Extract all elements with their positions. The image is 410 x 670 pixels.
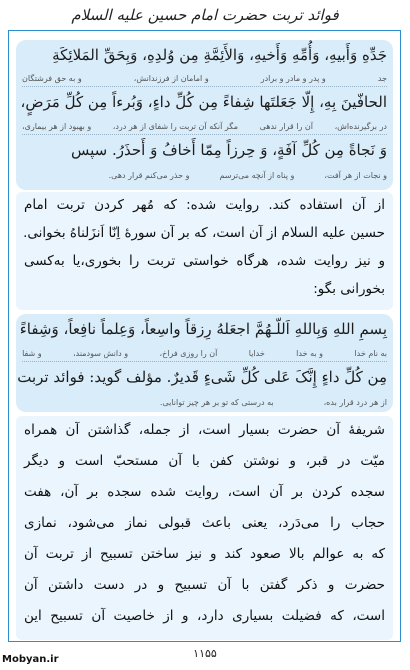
translation-line — [22, 74, 387, 83]
translation-word: مگر آنکه آن تربت را شفای از هر درد، — [112, 122, 239, 131]
text-line: از آن استفاده کند. روایت شده: که مُهر کردن تربت امام — [24, 197, 385, 213]
text-line: حضرت و ذکر گفتن با آن تسبیح و در دست داشتن آن — [24, 577, 385, 593]
text-line: شریفهٔ آن حضرت بسیار است، از جمله، گذاشتن آن همراه — [24, 422, 385, 438]
translation-word: و پدر و مادر و برادر — [260, 74, 326, 83]
translation-word: و شفا — [22, 349, 42, 358]
divider — [22, 134, 387, 135]
text-line: سجده کردن بر آن است، روایت شده سجده بر آن، هفت — [24, 484, 385, 500]
translation-word: و حذر می‌کنم قرار دهی. — [108, 171, 190, 180]
page-number: ۱۱۵۵ — [193, 647, 217, 660]
text-line: است، که فضیلت بسیاری دارد، و از خاصیت آن تسبیح این — [24, 608, 385, 624]
text-line: و نیز روایت شده، هرگاه خواستی تربت را بخوری،یا به‌کسی — [24, 253, 385, 269]
translation-word: خدایا — [248, 349, 265, 358]
translation-word: به نام خدا — [354, 349, 387, 358]
text-line: میّت در قبر، و نوشتن کفن با آن مستحبّ است و دیگر — [24, 453, 385, 469]
prayer-line: مِن کُلِّ داءٍ إِنَّکَ عَلی کُلِّ شَیءٍ قَدیرٌ. مؤلف گوید: فوائد تربت — [17, 368, 387, 386]
prayer-line: جَدِّهِ وَأَبیهِ، وَأُمِّهِ وَأَخیهِ، وَالأَئِمَّةِ مِن وُلدِهِ، وَبِحَقِّ المَلائِکَةِ — [52, 46, 387, 64]
page-header — [0, 0, 410, 30]
translation-line — [22, 398, 387, 407]
prayer-line: بِسمِ اللهِ وَبِاللهِ اَللّـهُمَّ اجعَلهُ رِزقاً واسِعاً، وَعِلماً نافِعاً، وَشِفاءً — [19, 320, 387, 338]
translation-word: و پناه از آنچه می‌ترسم — [219, 171, 295, 180]
translation-word: و به حق فرشتگان — [22, 74, 82, 83]
brand-label: Mobyan.ir — [2, 654, 59, 665]
text-line: که به عوالم بالا صعود کند و نیز ساختن تسبیح از تربت آن — [24, 546, 385, 562]
translation-word: آن را قرار ندهی — [259, 122, 314, 131]
prayer-line: الحافّینَ بِهِ، إِلّا جَعَلتَها شِفاءً مِن کُلِّ داءٍ، وَبُرءاً مِن کُلِّ مَرَضٍ، — [20, 93, 387, 111]
translation-line — [22, 171, 387, 180]
text-block-2 — [16, 416, 393, 640]
text-line: حسین علیه السلام از آن است، که بر آن سورهٔ اِنّا اَنزَلناهُ بخوانی. — [23, 225, 385, 241]
translation-word: جد — [377, 74, 387, 83]
prayer-block-1 — [16, 40, 393, 190]
text-line: حجاب را می‌دَرد، یعنی باعث قبولی نماز می‌شود، نمازی — [24, 515, 385, 531]
text-block-1 — [16, 192, 393, 310]
divider — [22, 86, 387, 87]
translation-word: و به خدا — [296, 349, 324, 358]
text-line: بخورانی بگو: — [313, 281, 385, 297]
translation-word: و بهبود از هر بیماری، — [22, 122, 92, 131]
translation-word: و نجات از هر آفت، — [324, 171, 387, 180]
translation-word: به درستی که تو بر هر چیز توانایی. — [159, 398, 274, 407]
translation-line — [22, 349, 387, 358]
translation-line — [22, 122, 387, 131]
page-title: فوائد تربت حضرت امام حسین علیه السلام — [71, 6, 339, 24]
translation-word: از هر درد قرار بده، — [323, 398, 387, 407]
translation-word: و امامان از فرزندانش، — [133, 74, 209, 83]
prayer-block-2 — [16, 314, 393, 412]
translation-word: آن را روزی فراخ، — [159, 349, 218, 358]
prayer-line: وَ نَجاةً مِن کُلِّ آفَةٍ، وَ حِرزاً مِمّا أَخافُ وَ أَحذَرُ. سپس — [71, 141, 387, 159]
translation-word: در برگیرنده‌اش، — [334, 122, 387, 131]
divider — [22, 361, 387, 362]
translation-word: و دانش سودمند، — [73, 349, 129, 358]
